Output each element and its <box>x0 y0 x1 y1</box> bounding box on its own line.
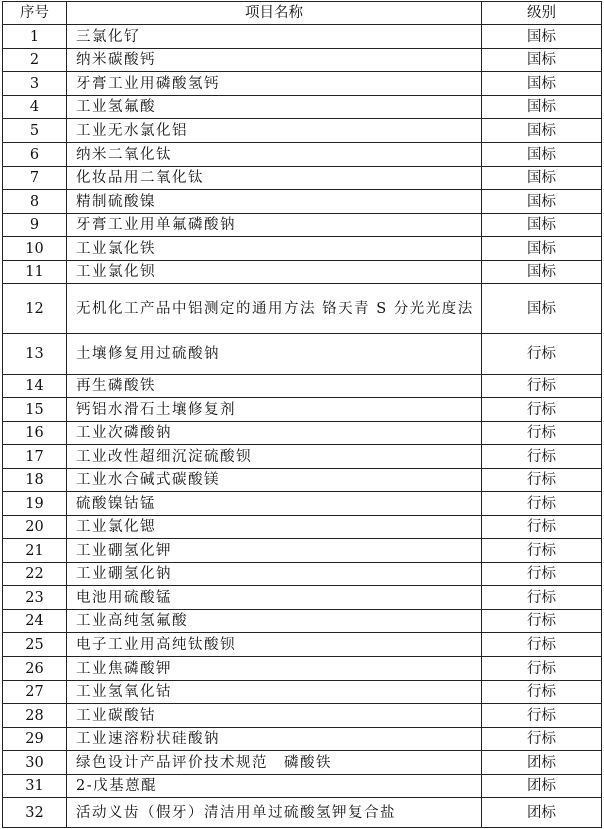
table-row <box>3 563 602 586</box>
row-level: 国标 <box>482 143 602 167</box>
table-row <box>3 422 602 445</box>
row-name: 无机化工产品中铝测定的通用方法 铬天青 S 分光光度法 <box>67 284 482 334</box>
row-level: 国标 <box>482 96 602 119</box>
table-row <box>3 492 602 516</box>
table-row <box>3 72 602 96</box>
row-number: 5 <box>3 119 67 143</box>
row-level: 国标 <box>482 119 602 143</box>
table-row <box>3 398 602 422</box>
table-row <box>3 798 602 828</box>
row-level: 行标 <box>482 681 602 704</box>
row-name: 工业硼氢化钾 <box>67 539 482 563</box>
row-level: 行标 <box>482 728 602 751</box>
row-level: 行标 <box>482 539 602 563</box>
table-row <box>3 704 602 728</box>
row-name: 工业无水氯化铝 <box>67 119 482 143</box>
row-level: 国标 <box>482 49 602 72</box>
table-row <box>3 119 602 143</box>
row-name: 工业氢氧化钴 <box>67 681 482 704</box>
row-level: 国标 <box>482 237 602 261</box>
row-level: 行标 <box>482 633 602 657</box>
row-level: 行标 <box>482 492 602 516</box>
row-level: 国标 <box>482 167 602 190</box>
row-name: 硫酸镍钴锰 <box>67 492 482 516</box>
table-row <box>3 334 602 375</box>
row-number: 9 <box>3 214 67 237</box>
row-number: 3 <box>3 72 67 96</box>
row-number: 28 <box>3 704 67 728</box>
row-level: 行标 <box>482 422 602 445</box>
row-name: 工业氢氟酸 <box>67 96 482 119</box>
row-number: 17 <box>3 445 67 469</box>
header-row <box>3 2 602 25</box>
table-row <box>3 25 602 49</box>
row-level: 行标 <box>482 469 602 492</box>
row-level: 行标 <box>482 516 602 539</box>
row-number: 27 <box>3 681 67 704</box>
row-name: 土壤修复用过硫酸钠 <box>67 334 482 375</box>
row-name: 化妆品用二氧化钛 <box>67 167 482 190</box>
row-level: 行标 <box>482 563 602 586</box>
row-name: 工业高纯氢氟酸 <box>67 610 482 633</box>
row-number: 25 <box>3 633 67 657</box>
row-name: 绿色设计产品评价技术规范 磷酸铁 <box>67 751 482 775</box>
table-row <box>3 214 602 237</box>
header-name: 项目名称 <box>67 2 482 25</box>
row-level: 国标 <box>482 190 602 214</box>
row-name: 纳米二氧化钛 <box>67 143 482 167</box>
row-number: 15 <box>3 398 67 422</box>
row-name: 牙膏工业用磷酸氢钙 <box>67 72 482 96</box>
row-number: 12 <box>3 284 67 334</box>
row-name: 工业氯化铁 <box>67 237 482 261</box>
row-level: 团标 <box>482 751 602 775</box>
table-row <box>3 237 602 261</box>
row-level: 团标 <box>482 798 602 828</box>
table-row <box>3 586 602 610</box>
row-level: 国标 <box>482 72 602 96</box>
table-row <box>3 610 602 633</box>
table-row <box>3 445 602 469</box>
row-name: 工业水合碱式碳酸镁 <box>67 469 482 492</box>
row-level: 团标 <box>482 775 602 798</box>
table-row <box>3 49 602 72</box>
row-number: 2 <box>3 49 67 72</box>
row-level: 行标 <box>482 375 602 398</box>
table-row <box>3 657 602 681</box>
row-level: 国标 <box>482 284 602 334</box>
row-name: 工业氯化锶 <box>67 516 482 539</box>
row-number: 16 <box>3 422 67 445</box>
table-row <box>3 539 602 563</box>
row-name: 精制硫酸镍 <box>67 190 482 214</box>
table-row <box>3 190 602 214</box>
table-row <box>3 469 602 492</box>
row-number: 21 <box>3 539 67 563</box>
row-level: 行标 <box>482 445 602 469</box>
row-number: 23 <box>3 586 67 610</box>
header-no: 序号 <box>3 2 67 25</box>
row-number: 18 <box>3 469 67 492</box>
row-number: 6 <box>3 143 67 167</box>
row-number: 14 <box>3 375 67 398</box>
row-number: 7 <box>3 167 67 190</box>
table-row <box>3 284 602 334</box>
row-level: 行标 <box>482 586 602 610</box>
row-name: 工业焦磷酸钾 <box>67 657 482 681</box>
table-row <box>3 375 602 398</box>
row-number: 8 <box>3 190 67 214</box>
standards-table <box>2 1 602 828</box>
table-row <box>3 775 602 798</box>
row-name: 电子工业用高纯钛酸钡 <box>67 633 482 657</box>
row-number: 11 <box>3 261 67 284</box>
row-number: 1 <box>3 25 67 49</box>
header-level: 级别 <box>482 2 602 25</box>
row-name: 工业氯化钡 <box>67 261 482 284</box>
row-name: 钙铝水滑石土壤修复剂 <box>67 398 482 422</box>
row-number: 24 <box>3 610 67 633</box>
table-row <box>3 681 602 704</box>
row-name: 电池用硫酸锰 <box>67 586 482 610</box>
row-level: 国标 <box>482 214 602 237</box>
row-number: 32 <box>3 798 67 828</box>
table-row <box>3 751 602 775</box>
row-number: 4 <box>3 96 67 119</box>
row-number: 26 <box>3 657 67 681</box>
row-name: 纳米碳酸钙 <box>67 49 482 72</box>
row-number: 31 <box>3 775 67 798</box>
row-name: 牙膏工业用单氟磷酸钠 <box>67 214 482 237</box>
row-name: 再生磷酸铁 <box>67 375 482 398</box>
row-number: 13 <box>3 334 67 375</box>
row-name: 三氯化钌 <box>67 25 482 49</box>
row-name: 工业次磷酸钠 <box>67 422 482 445</box>
table-row <box>3 516 602 539</box>
table-body <box>3 25 602 828</box>
table-row <box>3 261 602 284</box>
row-number: 30 <box>3 751 67 775</box>
row-name: 2-戊基蒽醌 <box>67 775 482 798</box>
row-level: 行标 <box>482 334 602 375</box>
table-row <box>3 633 602 657</box>
row-number: 22 <box>3 563 67 586</box>
row-name: 工业碳酸钴 <box>67 704 482 728</box>
table-row <box>3 167 602 190</box>
row-name: 活动义齿（假牙）清洁用单过硫酸氢钾复合盐 <box>67 798 482 828</box>
row-level: 行标 <box>482 657 602 681</box>
row-level: 国标 <box>482 25 602 49</box>
row-name: 工业硼氢化钠 <box>67 563 482 586</box>
table-row <box>3 728 602 751</box>
row-number: 20 <box>3 516 67 539</box>
row-name: 工业速溶粉状硅酸钠 <box>67 728 482 751</box>
row-level: 行标 <box>482 704 602 728</box>
row-level: 行标 <box>482 398 602 422</box>
table-row <box>3 96 602 119</box>
row-level: 行标 <box>482 610 602 633</box>
row-number: 19 <box>3 492 67 516</box>
row-name: 工业改性超细沉淀硫酸钡 <box>67 445 482 469</box>
table-row <box>3 143 602 167</box>
row-number: 29 <box>3 728 67 751</box>
row-number: 10 <box>3 237 67 261</box>
row-level: 国标 <box>482 261 602 284</box>
